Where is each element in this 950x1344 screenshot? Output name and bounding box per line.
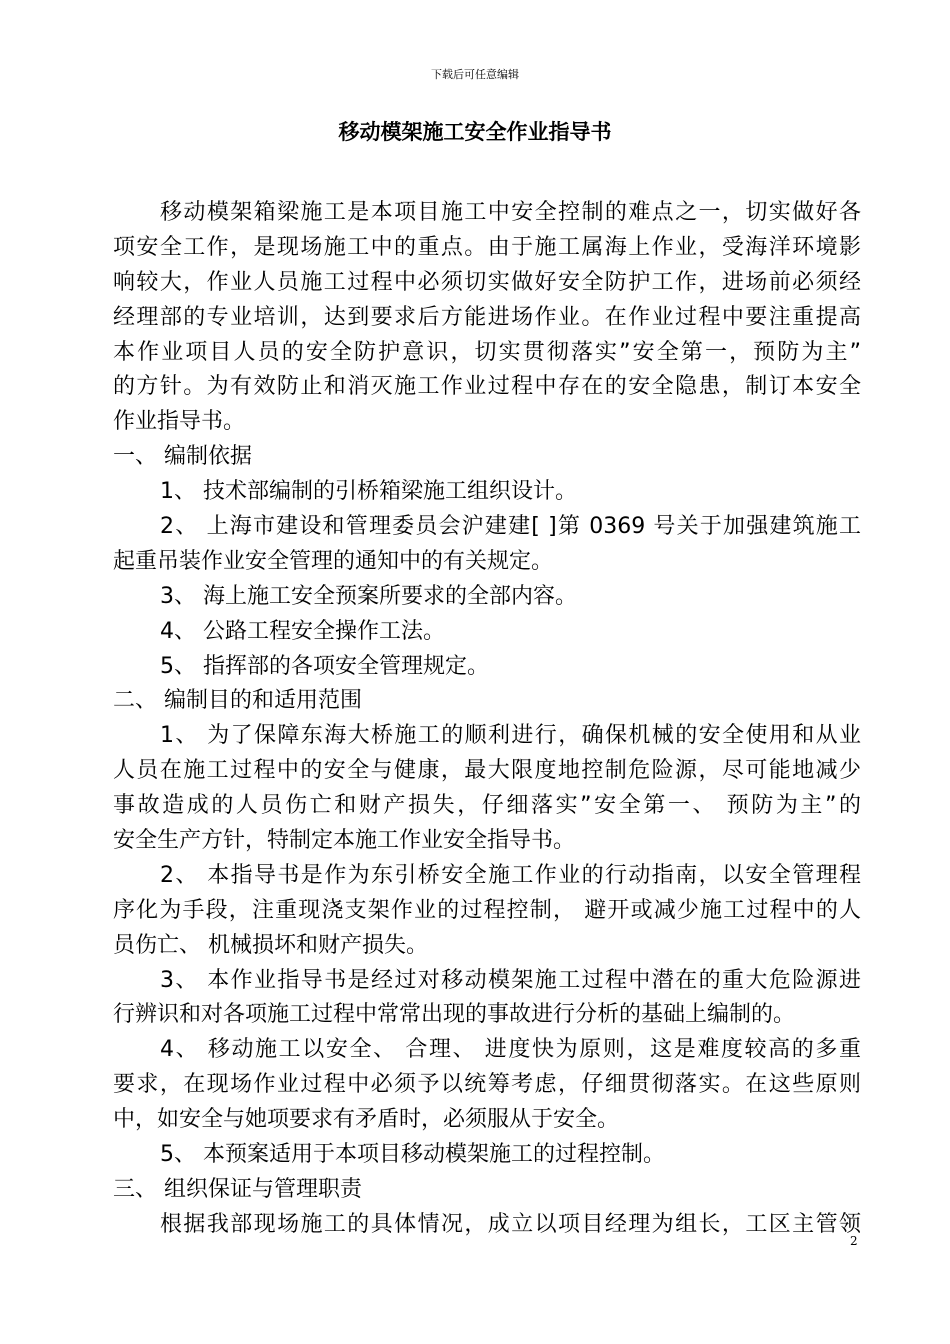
paragraph-line: 员伤亡、 机械损坏和财产损失。 <box>113 932 428 958</box>
page-number: 2 <box>850 1234 858 1248</box>
list-item: 2、 上海市建设和管理委员会沪建建[ ]第 0369 号关于加强建筑施工 <box>160 514 861 540</box>
list-item: 2、 本指导书是作为东引桥安全施工作业的行动指南，以安全管理程 <box>160 862 861 888</box>
section-heading: 二、 编制目的和适用范围 <box>113 688 362 714</box>
list-item: 5、 指挥部的各项安全管理规定。 <box>160 653 489 679</box>
section-heading: 一、 编制依据 <box>113 444 252 470</box>
paragraph-line: 中，如安全与她项要求有矛盾时，必须服从于安全。 <box>113 1107 620 1133</box>
list-item: 1、 技术部编制的引桥箱梁施工组织设计。 <box>160 479 577 505</box>
paragraph-line: 行辨识和对各项施工过程中常常出现的事故进行分析的基础上编制的。 <box>113 1002 796 1028</box>
paragraph-line: 要求，在现场作业过程中必须予以统筹考虑，仔细贯彻落实。在这些原则 <box>113 1072 861 1098</box>
paragraph-line: 事故造成的人员伤亡和财产损失，仔细落实”安全第一、 预防为主”的 <box>113 793 861 819</box>
paragraph-line: 响较大，作业人员施工过程中必须切实做好安全防护工作，进场前必须经 <box>113 269 861 295</box>
list-item: 4、 移动施工以安全、 合理、 进度快为原则，这是难度较高的多重 <box>160 1037 861 1063</box>
list-item: 5、 本预案适用于本项目移动模架施工的过程控制。 <box>160 1142 665 1168</box>
list-item: 4、 公路工程安全操作工法。 <box>160 618 445 644</box>
paragraph-line: 项安全工作，是现场施工中的重点。由于施工属海上作业，受海洋环境影 <box>113 234 861 260</box>
list-item: 3、 本作业指导书是经过对移动模架施工过程中潜在的重大危险源进 <box>160 967 861 993</box>
paragraph-line: 起重吊装作业安全管理的通知中的有关规定。 <box>113 548 554 574</box>
paragraph-line: 作业指导书。 <box>113 409 246 435</box>
paragraph-line: 根据我部现场施工的具体情况，成立以项目经理为组长，工区主管领 <box>160 1211 861 1237</box>
paragraph-line: 经理部的专业培训，达到要求后方能进场作业。在作业过程中要注重提高 <box>113 304 861 330</box>
paragraph-line: 移动模架箱梁施工是本项目施工中安全控制的难点之一，切实做好各 <box>160 200 861 225</box>
paragraph-line: 本作业项目人员的安全防护意识，切实贯彻落实”安全第一，预防为主” <box>113 339 861 365</box>
paragraph-line: 安全生产方针，特制定本施工作业安全指导书。 <box>113 828 576 854</box>
paragraph-line: 的方针。为有效防止和消灭施工作业过程中存在的安全隐患，制订本安全 <box>113 374 861 400</box>
document-body <box>113 196 861 1243</box>
section-heading: 三、 组织保证与管理职责 <box>113 1176 362 1202</box>
paragraph-line: 序化为手段，注重现浇支架作业的过程控制， 避开或减少施工过程中的人 <box>113 897 861 923</box>
paragraph-line: 人员在施工过程中的安全与健康，最大限度地控制危险源，尽可能地减少 <box>113 758 861 784</box>
document-title: 移动模架施工安全作业指导书 <box>338 120 612 144</box>
list-item: 3、 海上施工安全预案所要求的全部内容。 <box>160 583 577 609</box>
list-item: 1、 为了保障东海大桥施工的顺利进行，确保机械的安全使用和从业 <box>160 723 861 749</box>
header-note: 下载后可任意编辑 <box>431 68 519 81</box>
